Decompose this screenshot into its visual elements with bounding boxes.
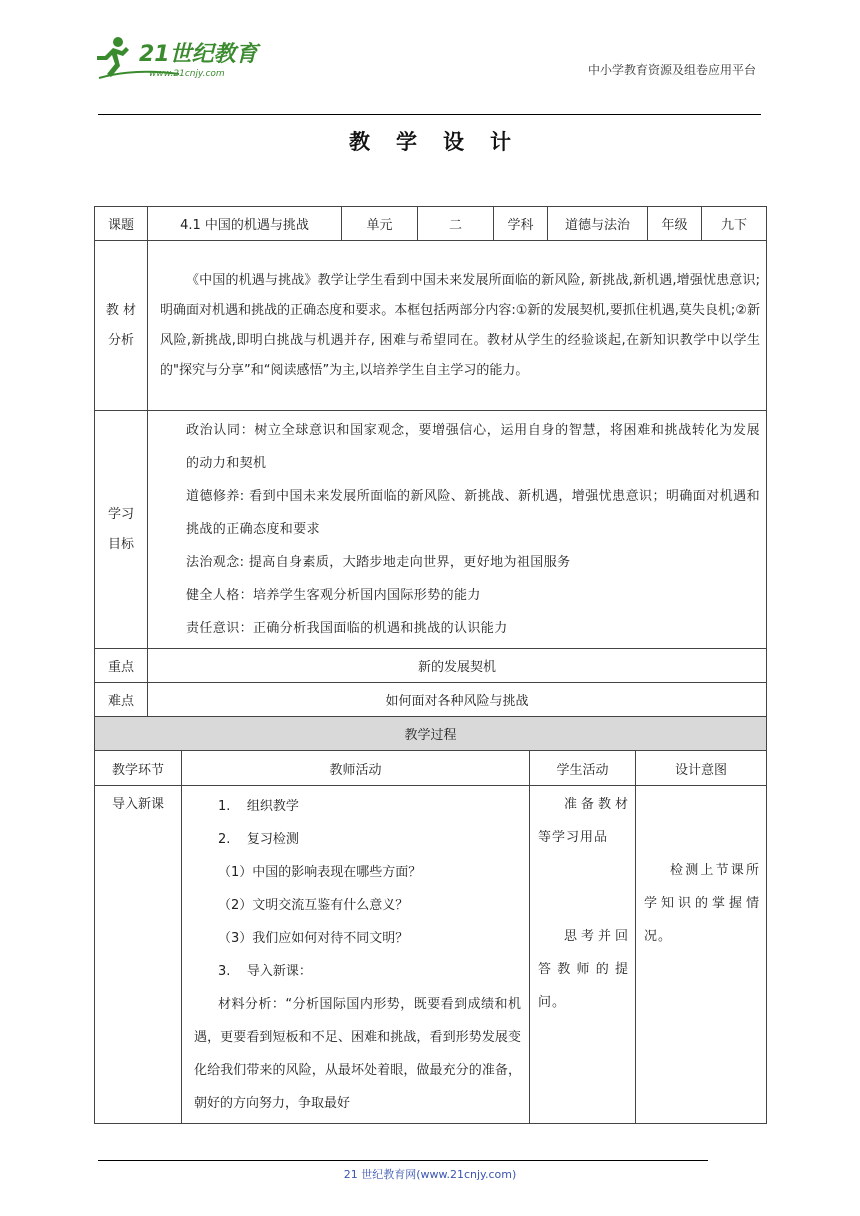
header-student: 学生活动 bbox=[530, 751, 636, 786]
objectives-label: 学习 目标 bbox=[95, 411, 148, 649]
analysis-label: 教 材 分析 bbox=[95, 241, 148, 411]
objective-item: 责任意识：正确分析我国面临的机遇和挑战的认识能力 bbox=[186, 621, 508, 636]
objective-item: 健全人格：培养学生客观分析国内国际形势的能力 bbox=[186, 588, 481, 603]
difficult-point-label: 难点 bbox=[95, 683, 148, 717]
key-point-label: 重点 bbox=[95, 649, 148, 683]
student-line-1: 准备教材等学习用品 bbox=[538, 797, 629, 845]
grade-label: 年级 bbox=[648, 207, 702, 241]
unit-value: 二 bbox=[418, 207, 494, 241]
objective-item: 法治观念: 提高自身素质，大踏步地走向世界，更好地为祖国服务 bbox=[186, 555, 571, 570]
stage-cell: 导入新课 bbox=[95, 786, 182, 1124]
svg-text:www.21cnjy.com: www.21cnjy.com bbox=[149, 69, 225, 79]
design-intent: 检测上节课所学知识的掌握情况。 bbox=[636, 786, 767, 1124]
course-label: 课题 bbox=[95, 207, 148, 241]
objective-item: 政治认同：树立全球意识和国家观念，要增强信心，运用自身的智慧，将困难和挑战转化为发展的动力和契机 bbox=[186, 423, 760, 471]
teacher-line: （2）文明交流互鉴有什么意义？ bbox=[218, 898, 409, 913]
student-gap bbox=[538, 854, 629, 920]
header-divider bbox=[98, 114, 761, 115]
teacher-line: （3）我们应如何对待不同文明？ bbox=[218, 931, 409, 946]
unit-label: 单元 bbox=[342, 207, 418, 241]
site-name: 中小学教育资源及组卷应用平台 bbox=[587, 63, 756, 77]
student-activity bbox=[530, 786, 636, 1124]
course-value: 4.1 中国的机遇与挑战 bbox=[148, 207, 342, 241]
header-teacher: 教师活动 bbox=[182, 751, 530, 786]
svg-text:21世纪教育: 21世纪教育 bbox=[139, 42, 258, 67]
footer-link[interactable]: 21 世纪教育网(www.21cnjy.com) bbox=[343, 1168, 517, 1181]
subject-value: 道德与法治 bbox=[548, 207, 648, 241]
difficult-point-value: 如何面对各种风险与挑战 bbox=[148, 683, 767, 717]
teacher-activity bbox=[182, 786, 530, 1124]
site-logo bbox=[95, 34, 265, 80]
page-title: 教学设计 bbox=[349, 130, 537, 154]
subject-label: 学科 bbox=[494, 207, 548, 241]
objectives-list bbox=[148, 411, 767, 649]
teacher-material: 材料分析：“分析国际国内形势，既要看到成绩和机遇，更要看到短板和不足、困难和挑战，看到形势发展变化给我们带来的风险，从最坏处着眼，做最充分的准备，朝好的方向努力，争取最好 bbox=[194, 997, 521, 1111]
header-stage: 教学环节 bbox=[95, 751, 182, 786]
analysis-text: 《中国的机遇与挑战》教学让学生看到中国未来发展所面临的新风险, 新挑战,新机遇,增强忧患意识;明确面对机遇和挑战的正确态度和要求。本框包括两部分内容:①新的发展契机,要抓住机遇,莫失良机;②新风险,新挑战,即明白挑战与机遇并存, 困难与希望同在。教材从学生的经验谈起,在新知识教学中以学生的"探究与分享”和“阅读感悟”为主,以培养学生自主学习的能力。 bbox=[148, 241, 767, 411]
process-table bbox=[94, 716, 767, 1124]
teacher-line: 3. 导入新课： bbox=[218, 964, 312, 979]
grade-value: 九下 bbox=[702, 207, 767, 241]
objective-item: 道德修养: 看到中国未来发展所面临的新风险、新挑战、新机遇，增强忧患意识；明确面对机遇和挑战的正确态度和要求 bbox=[186, 489, 760, 537]
header-intent: 设计意图 bbox=[636, 751, 767, 786]
student-line-2: 思考并回答教师的提问。 bbox=[538, 929, 629, 1010]
teacher-line: 1. 组织教学 bbox=[218, 799, 299, 814]
runner-logo-icon bbox=[95, 34, 265, 80]
footer-divider bbox=[98, 1160, 708, 1161]
teacher-line: （1）中国的影响表现在哪些方面？ bbox=[218, 865, 422, 880]
lesson-info-table bbox=[94, 206, 767, 717]
key-point-value: 新的发展契机 bbox=[148, 649, 767, 683]
process-title: 教学过程 bbox=[95, 717, 767, 751]
teacher-line: 2. 复习检测 bbox=[218, 832, 299, 847]
